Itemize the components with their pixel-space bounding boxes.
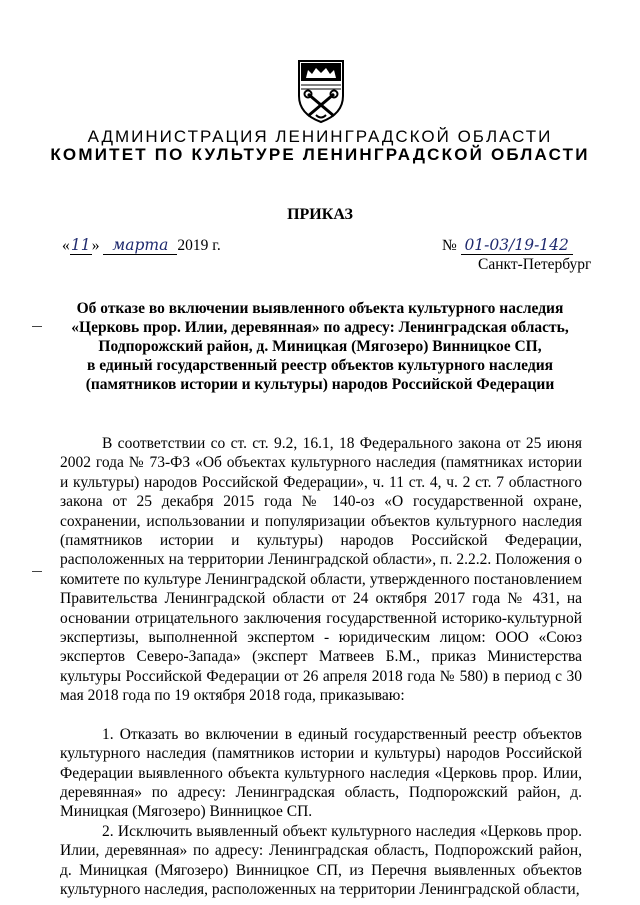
document-title: ПРИКАЗ xyxy=(287,206,353,223)
committee-name: КОМИТЕТ ПО КУЛЬТУРЕ ЛЕНИНГРАДСКОЙ ОБЛАСТИ xyxy=(50,145,590,164)
date-year: 2019 г. xyxy=(177,237,221,254)
number-prefix: № xyxy=(442,237,457,254)
date-month: марта xyxy=(103,236,177,255)
coat-of-arms-icon xyxy=(296,58,346,124)
order-item-2: 2. Исключить выявленный объект культурного наследия «Церковь прор. Илии, деревянная» по адресу: Ленинградская область, Подпорожский район, д. Миницкая (Мягозеро) Винницкое СП, из Перечня выявленных объектов культурного наследия, расположенных на территории Ленинградской области, xyxy=(60,822,582,898)
date-open-quote: « xyxy=(62,237,70,254)
date-day: 11 xyxy=(70,236,91,254)
subject-line: «Церковь прор. Илии, деревянная» по адресу: Ленинградская область, xyxy=(71,319,569,336)
subject-line: в единый государственный реестр объектов культурного наследия xyxy=(86,357,554,374)
agency-name: АДМИНИСТРАЦИЯ ЛЕНИНГРАДСКОЙ ОБЛАСТИ xyxy=(87,127,553,146)
margin-mark xyxy=(32,571,42,572)
date-close-quote: » xyxy=(91,237,100,254)
city: Санкт-Петербург xyxy=(478,256,592,273)
number-value: 01-03/19-142 xyxy=(461,236,573,255)
subject-line: Подпорожский район, д. Миницкая (Мягозеро) Винницкое СП, xyxy=(98,338,542,355)
order-body xyxy=(60,434,582,899)
order-number xyxy=(442,236,573,255)
order-subject xyxy=(60,299,580,394)
margin-mark xyxy=(32,326,42,327)
order-date xyxy=(62,236,221,255)
subject-line: Об отказе во включении выявленного объекта культурного наследия xyxy=(76,300,564,317)
order-item-1: 1. Отказать во включении в единый государственный реестр объектов культурного наследия (памятников истории и культуры) народов Российской Федерации выявленного объекта культурного наследия «Церковь прор. Илии, деревянная» по адресу: Ленинградская область, Подпорожский район, д. Миницкая (Мягозеро) Винницкое СП. xyxy=(60,725,582,821)
preamble-paragraph: В соответствии со ст. ст. 9.2, 16.1, 18 Федерального закона от 25 июня 2002 года № 73-ФЗ «Об объектах культурного наследия (памятниках истории и культуры) народов Российской Федерации», ч. 11 ст. 4, ч. 2 ст. 7 областного закона от 25 декабря 2015 года № 140-оз «О государственной охране, сохранении, использовании и популяризации объектов культурного наследия (памятников истории и культуры) народов Российской Федерации, расположенных на территории Ленинградской области», п. 2.2.2. Положения о комитете по культуре Ленинградской области, утвержденного постановлением Правительства Ленинградской области от 24 октября 2017 года № 431, на основании отрицательного заключения государственной историко-культурной экспертизы, выполненной экспертом - юридическим лицом: ООО «Союз экспертов Северо-Запада» (эксперт Матвеев Б.М., приказ Министерства культуры Российской Федерации от 26 апреля 2018 года № 580) в период с 30 мая 2018 года по 19 октября 2018 года, приказываю: xyxy=(60,435,582,705)
subject-line: (памятников истории и культуры) народов Российской Федерации xyxy=(85,376,555,393)
